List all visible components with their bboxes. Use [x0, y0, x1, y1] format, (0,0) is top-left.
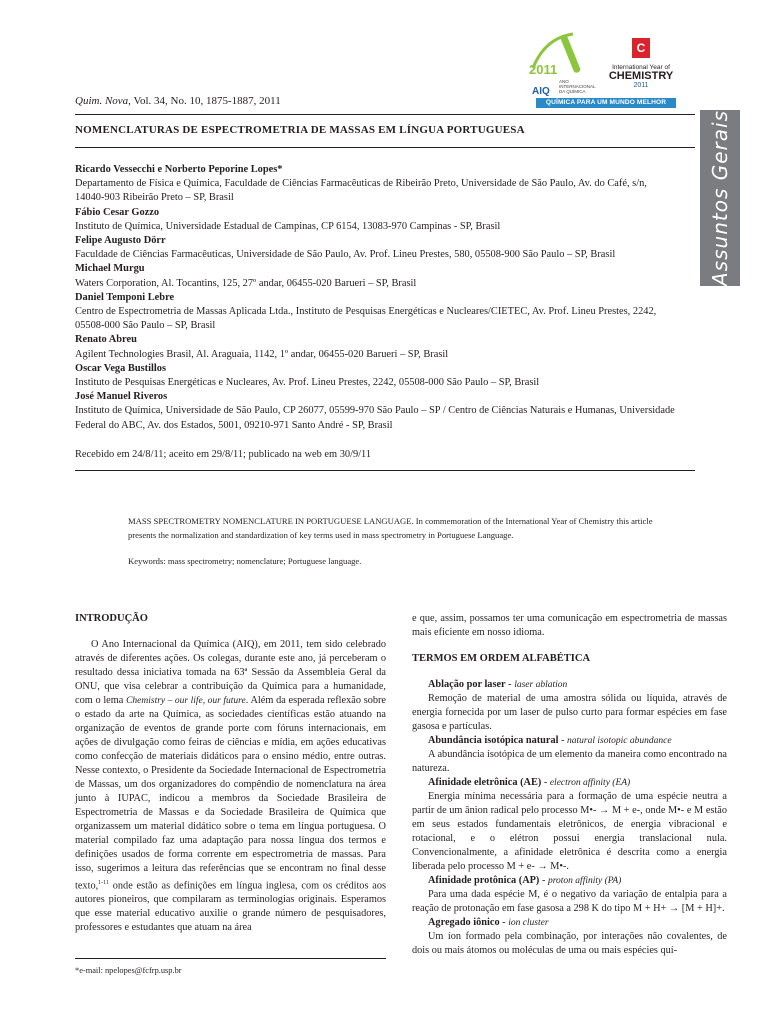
journal-name: Quim. Nova	[75, 95, 129, 107]
term-entry	[412, 678, 727, 734]
right-column	[412, 612, 727, 958]
author-name: Ricardo Vessecchi e Norberto Peporine Lopes*	[75, 164, 283, 175]
author-affiliation: Instituto de Química, Universidade de São Paulo, CP 26077, 05599-970 São Paulo – SP / Centro de Ciências Naturais e Humanas, Universidade Federal do ABC, Av. dos Estados, 5001, 09210-971 Santo André - SP, Brasil	[75, 405, 675, 431]
iyc-line2: CHEMISTRY	[608, 70, 674, 82]
title-rule	[75, 147, 695, 148]
section-tab-label: Assuntos Gerais	[708, 110, 732, 286]
article-title: NOMENCLATURAS DE ESPECTROMETRIA DE MASSAS EM LÍNGUA PORTUGUESA	[75, 124, 525, 136]
term-definition: A abundância isotópica de um elemento da maneira como encontrado na natureza.	[412, 749, 727, 774]
term-title-line: Afinidade protônica (AP) - proton affinity (PA)	[428, 875, 622, 886]
term-title-line: Abundância isotópica natural - natural isotopic abundance	[428, 735, 672, 746]
author-name: Michael Murgu	[75, 263, 145, 275]
header-rule	[75, 114, 695, 115]
term-definition: Remoção de material de uma amostra sólida ou líquida, através de energia fornecida por um laser de pulso curto para formar espécies em fase gasosa e partículas.	[412, 693, 727, 732]
motto-banner: QUÍMICA PARA UM MUNDO MELHOR	[536, 98, 676, 108]
term-name: Afinidade eletrônica (AE)	[428, 777, 542, 788]
term-english: proton affinity (PA)	[547, 876, 622, 886]
term-english: electron affinity (EA)	[549, 778, 631, 788]
intro-text-b: . Além da esperada reflexão sobre o estado da arte na Química, as sociedades científicas estão atuando na organização de eventos de grande porte com fóruns internacionais, em ações de divulgação como feiras de ciências e mídia, em ações educativas como confecção de materiais didáticos para o ensino médio, entre outras. Nesse contexto, o Presidente da Sociedade Internacional de Espectrometria de Massas, um dos organizadores do compêndio de nomenclatura na área junto à IUPAC, indicou a membros da Sociedade Brasileira de Espectrometria de Massas e da Sociedade Brasileira de Química que organizassem um material didático sobre o tema em língua portuguesa. O material compilado faz uma adaptação para nossa língua dos termos e definições usados de forma corrente em espectrometria de massas. Para isso, sugerimos a leitura das referências que se encontram no final desse texto,	[75, 695, 386, 892]
aiq-abbr: AIQ	[532, 86, 550, 97]
term-english: natural isotopic abundance	[567, 736, 672, 746]
intro-motto: Chemistry – our life, our future	[126, 696, 246, 706]
received-rule	[75, 470, 695, 471]
author-affiliation: Instituto de Pesquisas Energéticas e Nucleares, Av. Prof. Lineu Prestes, 2242, 05508-000 São Paulo – SP, Brasil	[75, 377, 540, 389]
journal-volume: , Vol. 34, No. 10, 1875-1887, 2011	[128, 95, 281, 107]
intro-continuation: e que, assim, possamos ter uma comunicação em espectrometria de massas mais eficiente em nosso idioma.	[412, 613, 727, 638]
intro-citation: 1-11	[98, 880, 109, 886]
aiq-text1: ANO	[559, 79, 569, 84]
iyc-line3: 2011	[633, 82, 649, 89]
term-definition: Para uma dada espécie M, é o negativo da variação de entalpia para a reação de protonação em fase gasosa a 298 K do tipo M + H+ → [M + H]+.	[412, 889, 727, 914]
term-definition: Energia mínima necessária para a formação de uma espécie neutra a partir de um ânion radical pelo processo M•- → M + e-, onde M•- e M estão em seus estados fundamentais eletrônicos, de energia vibracional e rotacional, e o elétron possui energia translacional nula. Convencionalmente, a afinidade eletrônica é descrita como a energia liberada pelo processo M + e- → M•-.	[412, 791, 727, 872]
term-english: laser ablation	[514, 680, 568, 690]
author-affiliation: Faculdade de Ciências Farmacêuticas, Universidade de São Paulo, Av. Prof. Lineu Prestes, 580, 05508-900 São Paulo – SP, Brasil	[75, 249, 616, 261]
author-affiliation: Waters Corporation, Al. Tocantins, 125, 27º andar, 06455-020 Barueri – SP, Brasil	[75, 277, 417, 289]
term-name: Afinidade protônica (AP)	[428, 875, 540, 886]
author-affiliation: Agilent Technologies Brasil, Al. Araguaia, 1142, 1º andar, 06455-020 Barueri – SP, Brasil	[75, 348, 449, 360]
author-affiliation: Departamento de Física e Química, Faculdade de Ciências Farmacêuticas de Ribeirão Preto, Universidade de São Paulo, Av. do Café, s/n, 14040-903 Ribeirão Preto – SP, Brasil	[75, 178, 647, 204]
left-column	[75, 612, 386, 935]
terms-heading: TERMOS EM ORDEM ALFABÉTICA	[412, 653, 591, 664]
term-name: Agregado iônico	[428, 917, 500, 928]
received-dates: Recebido em 24/8/11; aceito em 29/8/11; publicado na web em 30/9/11	[75, 449, 372, 460]
aiq-year: 2011	[529, 62, 558, 77]
intro-paragraph	[75, 638, 386, 935]
aiq-text3: DA QUÍMICA	[559, 89, 586, 94]
author-name: Daniel Temponi Lebre	[75, 291, 175, 303]
footnote-rule	[75, 958, 386, 959]
term-title-line: Ablação por laser - laser ablation	[428, 679, 568, 690]
term-name: Ablação por laser	[428, 679, 506, 690]
term-entry	[412, 734, 727, 776]
term-name: Abundância isotópica natural	[428, 735, 559, 746]
intro-text-c: onde estão as definições em língua inglesa, com os créditos aos autores pioneiros, que compilaram as terminologias originais. Esperamos que esse material educativo auxilie o grande número de pesquisadores, professores e estudantes que atuam na área	[75, 880, 386, 934]
term-entry	[412, 776, 727, 874]
term-title-line: Afinidade eletrônica (AE) - electron affinity (EA)	[428, 777, 631, 788]
iyc-line1: International Year of	[612, 64, 670, 71]
abstract: MASS SPECTROMETRY NOMENCLATURE IN PORTUGUESE LANGUAGE. In commemoration of the International Year of Chemistry this article presents the normalization and standardization of key terms used in mass spectrometry in Portuguese Language.	[128, 516, 653, 540]
author-list	[75, 163, 675, 433]
term-entry	[412, 916, 727, 958]
author-name: Fábio Cesar Gozzo	[75, 206, 160, 218]
term-entry	[412, 874, 727, 916]
journal-citation	[75, 95, 281, 107]
term-english: ion cluster	[508, 918, 549, 928]
author-affiliation: Instituto de Química, Universidade Estadual de Campinas, CP 6154, 13083-970 Campinas - SP, Brasil	[75, 220, 501, 232]
iyc-logo	[608, 38, 674, 100]
intro-heading: INTRODUÇÃO	[75, 613, 148, 624]
iyc-badge: C	[632, 38, 650, 58]
author-name: Renato Abreu	[75, 334, 137, 346]
section-tab	[700, 110, 740, 286]
term-title-line: Agregado iônico - ion cluster	[428, 917, 549, 928]
aiq-text2: INTERNACIONAL	[559, 84, 596, 89]
footnote: *e-mail: npelopes@fcfrp.usp.br	[75, 966, 182, 975]
term-definition: Um íon formado pela combinação, por interações não covalentes, de dois ou mais átomos ou moléculas de uma ou mais espécies quí-	[412, 931, 727, 956]
author-affiliation: Centro de Espectrometria de Massas Aplicada Ltda., Instituto de Pesquisas Energéticas e Nucleares/CIETEC, Av. Prof. Lineu Prestes, 2242, 05508-000 São Paulo – SP, Brasil	[75, 306, 657, 332]
intro-text-a: O Ano Internacional da Química (AIQ), em 2011, tem sido celebrado através de diferentes ações. Os colegas, durante este ano, já perceberam o resultado dessa iniciativa tomada na 63ª Sessão da Assembleia Geral da ONU, que visa celebrar a contribuição da Química para a humanidade, com o lema	[75, 639, 386, 706]
author-name: Oscar Vega Bustillos	[75, 362, 167, 374]
keywords: Keywords: mass spectrometry; nomenclature; Portuguese language.	[128, 556, 362, 566]
author-name: Felipe Augusto Dörr	[75, 235, 166, 247]
author-name: José Manuel Riveros	[75, 391, 168, 403]
